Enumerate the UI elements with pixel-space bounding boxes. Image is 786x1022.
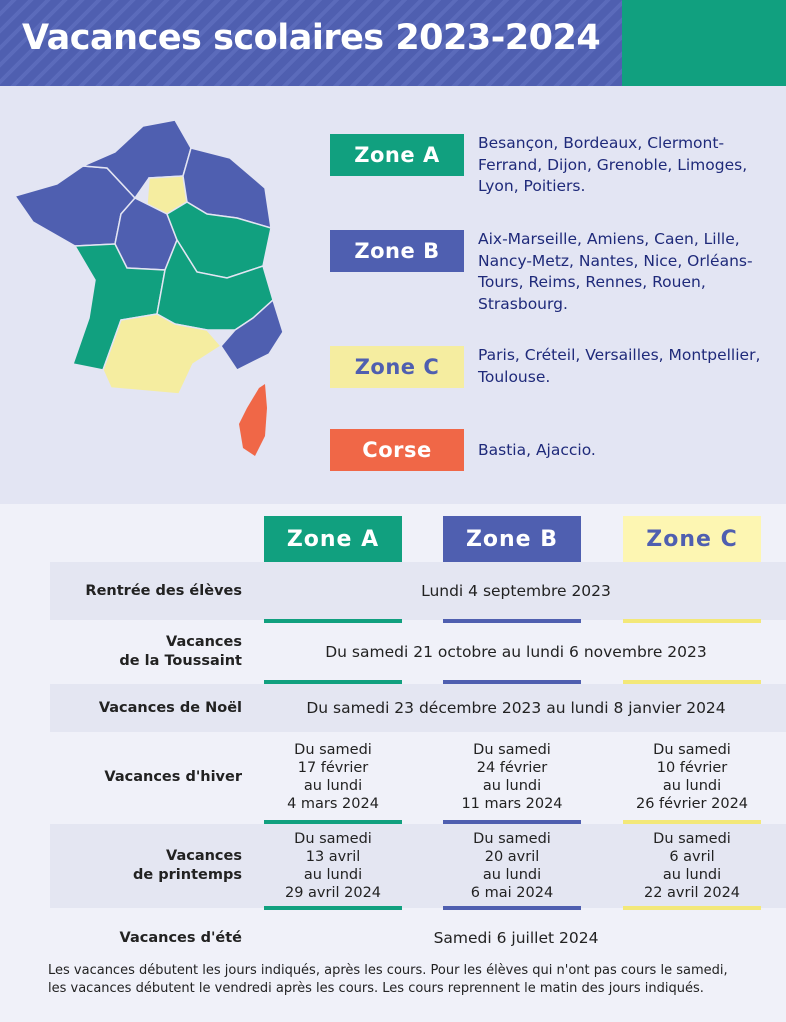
cell-line: au lundi: [482, 778, 542, 794]
cell-line: au lundi: [662, 778, 722, 794]
cell-line: 20 avril: [484, 849, 540, 865]
zone-c-separator: [623, 619, 761, 623]
footnote: Les vacances débutent les jours indiqués, après les cours. Pour les élèves qui n'ont pas cours le samedi, les vacances débutent le vendredi après les cours. Les cours reprennent le matin des jours indiqués.: [48, 963, 728, 996]
cell-hiver-zone-c: [607, 741, 777, 813]
cell-line: 11 mars 2024: [461, 796, 563, 812]
cell-line: 26 février 2024: [635, 796, 749, 812]
cell-printemps-zone-a: [248, 830, 418, 902]
cell-ete-all-zones: Samedi 6 juillet 2024: [433, 929, 599, 947]
zone-b-cities: Aix-Marseille, Amiens, Caen, Lille, Nancy-Metz, Nantes, Nice, Orléans-Tours, Reims, Rennes, Rouen, Strasbourg.: [478, 230, 753, 313]
cell-hiver-zone-b: [427, 741, 597, 813]
cell-line: 4 mars 2024: [287, 796, 379, 812]
cell-line: au lundi: [303, 778, 363, 794]
column-header-zone-a: Zone A: [264, 516, 402, 562]
zone-a-separator: [264, 619, 402, 623]
cell-noel-all-zones: Du samedi 23 décembre 2023 au lundi 8 janvier 2024: [306, 699, 726, 717]
cell-line: 24 février: [476, 760, 548, 776]
row-label-printemps-line2: de printemps: [133, 867, 242, 883]
title-accent: [622, 0, 786, 86]
cell-line: au lundi: [303, 867, 363, 883]
header-banner: [0, 0, 786, 86]
cell-line: Du samedi: [653, 831, 731, 847]
cell-line: Du samedi: [294, 831, 372, 847]
cell-line: 29 avril 2024: [284, 885, 382, 901]
cell-line: Du samedi: [473, 742, 551, 758]
france-zone-map: [15, 118, 285, 458]
cell-line: 17 février: [297, 760, 369, 776]
cell-line: 6 mai 2024: [470, 885, 554, 901]
row-label-toussaint: [50, 624, 242, 680]
cell-line: 22 avril 2024: [643, 885, 741, 901]
row-label-printemps-line1: Vacances: [166, 848, 242, 864]
row-label-rentree: Rentrée des élèves: [85, 582, 242, 599]
row-label-printemps: [50, 824, 242, 908]
cell-line: 10 février: [656, 760, 728, 776]
corse-cities: Bastia, Ajaccio.: [478, 441, 596, 459]
cell-line: au lundi: [482, 867, 542, 883]
row-label-toussaint-line1: Vacances: [166, 634, 242, 650]
zone-c-cities: Paris, Créteil, Versailles, Montpellier, Toulouse.: [478, 346, 761, 386]
zone-a-cities: Besançon, Bordeaux, Clermont-Ferrand, Dijon, Grenoble, Limoges, Lyon, Poitiers.: [478, 134, 748, 195]
cell-line: au lundi: [662, 867, 722, 883]
zone-b-separator: [443, 619, 581, 623]
cell-printemps-zone-c: [607, 830, 777, 902]
row-label-toussaint-line2: de la Toussaint: [119, 653, 242, 669]
page-title: Vacances scolaires 2023-2024: [22, 18, 601, 58]
corse-badge: Corse: [330, 429, 464, 471]
cell-line: Du samedi: [294, 742, 372, 758]
zone-b-badge: Zone B: [330, 230, 464, 272]
column-header-zone-c: Zone C: [623, 516, 761, 562]
row-label-hiver: Vacances d'hiver: [104, 768, 242, 785]
map-region-corsica: [239, 384, 267, 456]
cell-line: 6 avril: [669, 849, 715, 865]
cell-toussaint-all-zones: Du samedi 21 octobre au lundi 6 novembre 2023: [325, 643, 707, 661]
cell-hiver-zone-a: [248, 741, 418, 813]
cell-printemps-zone-b: [427, 830, 597, 902]
cell-line: Du samedi: [653, 742, 731, 758]
cell-rentree-all-zones: Lundi 4 septembre 2023: [421, 582, 611, 600]
row-label-noel: Vacances de Noël: [98, 699, 242, 716]
zone-a-badge: Zone A: [330, 134, 464, 176]
row-label-ete: Vacances d'été: [119, 929, 242, 946]
zone-b-separator: [443, 906, 581, 910]
cell-line: 13 avril: [305, 849, 361, 865]
column-header-zone-b: Zone B: [443, 516, 581, 562]
cell-line: Du samedi: [473, 831, 551, 847]
zone-c-badge: Zone C: [330, 346, 464, 388]
zone-a-separator: [264, 906, 402, 910]
zone-c-separator: [623, 906, 761, 910]
